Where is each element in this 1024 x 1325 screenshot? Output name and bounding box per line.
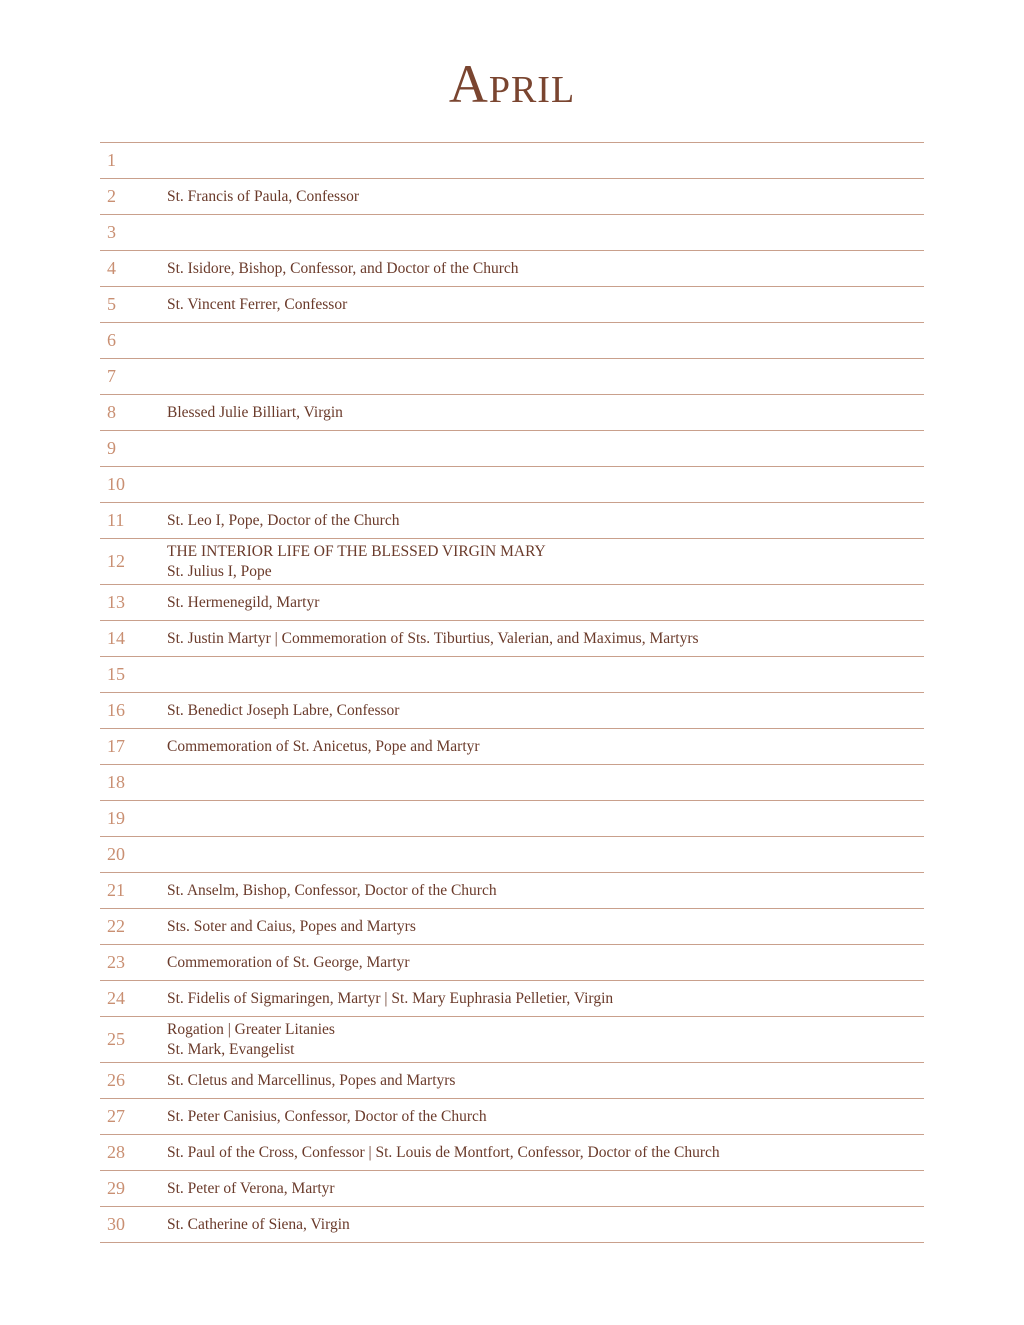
- day-row: [100, 945, 924, 981]
- day-number: 1: [107, 150, 116, 170]
- day-number: 24: [107, 988, 125, 1008]
- day-entry: [167, 1071, 455, 1091]
- page-title: April: [448, 54, 576, 114]
- day-number: 20: [107, 844, 125, 864]
- day-number: 16: [107, 700, 125, 720]
- day-number: 3: [107, 222, 116, 242]
- day-row: [100, 323, 924, 359]
- day-number: 14: [107, 628, 125, 648]
- day-entry: [167, 593, 319, 613]
- feast-text: St. Justin Martyr | Commemoration of Sts. Tiburtius, Valerian, and Maximus, Martyrs: [167, 629, 699, 647]
- day-number: 6: [107, 330, 116, 350]
- feast-text: St. Cletus and Marcellinus, Popes and Martyrs: [167, 1071, 456, 1089]
- feast-text: St. Catherine of Siena, Virgin: [167, 1215, 350, 1233]
- day-number: 30: [107, 1214, 125, 1234]
- day-row: [100, 1207, 924, 1243]
- day-row: [100, 1135, 924, 1171]
- day-row: [100, 837, 924, 873]
- day-entry: [167, 917, 416, 937]
- day-entry: [167, 1020, 335, 1060]
- day-number: 8: [107, 402, 116, 422]
- day-row: [100, 1099, 924, 1135]
- feast-text: St. Leo I, Pope, Doctor of the Church: [167, 511, 400, 529]
- day-number: 5: [107, 294, 116, 314]
- day-row: [100, 539, 924, 585]
- day-row: [100, 467, 924, 503]
- day-row: [100, 873, 924, 909]
- day-number: 26: [107, 1070, 125, 1090]
- day-entry: [167, 403, 343, 423]
- day-row: [100, 981, 924, 1017]
- day-number: 19: [107, 808, 125, 828]
- day-row: [100, 143, 924, 179]
- day-number: 28: [107, 1142, 125, 1162]
- feast-text: St. Hermenegild, Martyr: [167, 593, 320, 611]
- day-number: 2: [107, 186, 116, 206]
- day-entry: [167, 1215, 350, 1235]
- day-entry: [167, 542, 546, 582]
- day-entry: [167, 629, 699, 649]
- feast-text: St. Peter Canisius, Confessor, Doctor of the Church: [167, 1107, 487, 1125]
- day-number: 9: [107, 438, 116, 458]
- day-row: [100, 251, 924, 287]
- day-number: 11: [107, 510, 125, 530]
- feast-text: St. Vincent Ferrer, Confessor: [167, 295, 348, 313]
- day-number: 15: [107, 664, 125, 684]
- day-number: 4: [107, 258, 116, 278]
- day-entry: [167, 1179, 335, 1199]
- feast-text: St. Paul of the Cross, Confessor | St. Louis de Montfort, Confessor, Doctor of the Church: [167, 1143, 720, 1161]
- day-number: 25: [107, 1029, 125, 1049]
- day-table: [100, 142, 924, 1243]
- day-row: [100, 621, 924, 657]
- day-row: [100, 395, 924, 431]
- feast-text: St. Francis of Paula, Confessor: [167, 187, 360, 205]
- day-row: [100, 729, 924, 765]
- day-row: [100, 1063, 924, 1099]
- day-row: [100, 909, 924, 945]
- day-row: [100, 585, 924, 621]
- day-entry: [167, 259, 519, 279]
- feast-text: Blessed Julie Billiart, Virgin: [167, 403, 343, 421]
- feast-text: St. Mark, Evangelist: [167, 1040, 295, 1058]
- feast-text: St. Fidelis of Sigmaringen, Martyr | St. Mary Euphrasia Pelletier, Virgin: [167, 989, 614, 1007]
- day-row: [100, 287, 924, 323]
- day-entry: [167, 881, 497, 901]
- day-row: [100, 693, 924, 729]
- day-entry: [167, 295, 347, 315]
- feast-text: Commemoration of St. George, Martyr: [167, 953, 410, 971]
- day-entry: [167, 187, 359, 207]
- day-entry: [167, 1107, 487, 1127]
- day-row: [100, 503, 924, 539]
- feast-text: St. Benedict Joseph Labre, Confessor: [167, 701, 400, 719]
- day-entry: [167, 511, 399, 531]
- day-row: [100, 657, 924, 693]
- day-row: [100, 215, 924, 251]
- day-entry: [167, 989, 613, 1009]
- day-entry: [167, 737, 480, 757]
- day-number: 18: [107, 772, 125, 792]
- day-number: 29: [107, 1178, 125, 1198]
- day-row: [100, 1017, 924, 1063]
- day-row: [100, 765, 924, 801]
- feast-text: Commemoration of St. Anicetus, Pope and Martyr: [167, 737, 480, 755]
- day-number: 10: [107, 474, 125, 494]
- feast-text: Rogation | Greater Litanies: [167, 1020, 335, 1038]
- day-row: [100, 359, 924, 395]
- day-number: 21: [107, 880, 125, 900]
- day-number: 27: [107, 1106, 125, 1126]
- day-entry: [167, 701, 399, 721]
- day-number: 22: [107, 916, 125, 936]
- day-row: [100, 801, 924, 837]
- day-entry: [167, 953, 410, 973]
- feast-text: THE INTERIOR LIFE OF THE BLESSED VIRGIN MARY: [167, 542, 546, 560]
- day-number: 12: [107, 551, 125, 571]
- day-row: [100, 179, 924, 215]
- day-number: 13: [107, 592, 125, 612]
- feast-text: St. Anselm, Bishop, Confessor, Doctor of the Church: [167, 881, 497, 899]
- day-entry: [167, 1143, 720, 1163]
- day-row: [100, 1171, 924, 1207]
- feast-text: St. Julius I, Pope: [167, 562, 272, 580]
- day-number: 7: [107, 366, 116, 386]
- day-row: [100, 431, 924, 467]
- feast-text: St. Peter of Verona, Martyr: [167, 1179, 335, 1197]
- feast-text: Sts. Soter and Caius, Popes and Martyrs: [167, 917, 416, 935]
- day-number: 17: [107, 736, 125, 756]
- feast-text: St. Isidore, Bishop, Confessor, and Doctor of the Church: [167, 259, 519, 277]
- day-number: 23: [107, 952, 125, 972]
